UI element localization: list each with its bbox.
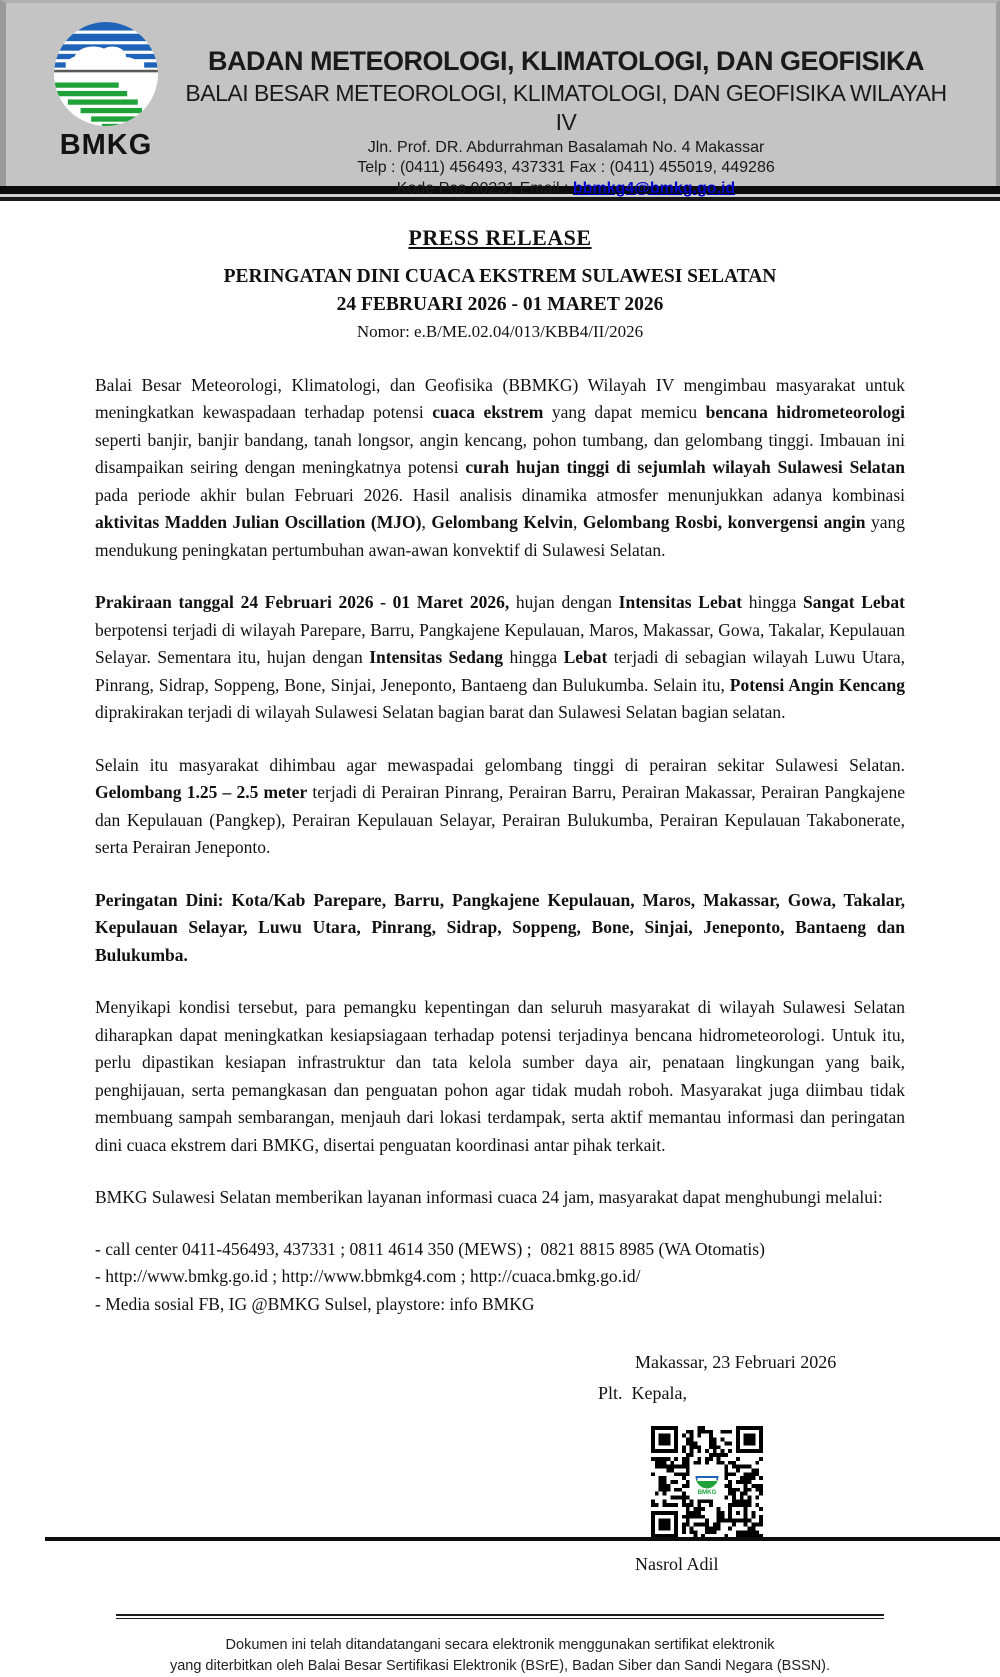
footer-note-line2: yang diterbitkan oleh Balai Besar Sertifikasi Elektronik (BSrE), Badan Siber dan Sandi Negara (BSSN). (169, 1657, 831, 1674)
bmkg-logo-text: BMKG (59, 129, 153, 161)
document-body (0, 372, 1000, 1677)
footer-divider-line (116, 1614, 884, 1619)
office-name: BALAI BESAR METEOROLOGI, KLIMATOLOGI, DAN GEOFISIKA WILAYAH IV (185, 80, 947, 136)
body-paragraphs (95, 372, 905, 1160)
body-paragraph: Balai Besar Meteorologi, Klimatologi, dan Geofisika (BBMKG) Wilayah IV mengimbau masyarakat untuk meningkatkan kewaspadaan terhadap potensi cuaca ekstrem yang dapat memicu bencana hidrometeorologi seperti banjir, banjir bandang, tanah longsor, angin kencang, pohon tumbang, dan gelombang tinggi. Imbauan ini disampaikan seiring dengan meningkatnya potensi curah hujan tinggi di sejumlah wilayah Sulawesi Selatan pada periode akhir bulan Februari 2026. Hasil analisis dinamika atmosfer menunjukkan adanya kombinasi aktivitas Madden Julian Oscillation (MJO), Gelombang Kelvin, Gelombang Rosbi, konvergensi angin yang mendukung peningkatan pertumbuhan awan-awan konvektif di Sulawesi Selatan. (95, 374, 906, 560)
signature-role: Plt. Kepala, (598, 1383, 687, 1404)
letterhead (0, 0, 1000, 197)
signature-place-date: Makassar, 23 Februari 2026 (635, 1352, 837, 1373)
warning-period: 24 FEBRUARI 2026 - 01 MARET 2026 (336, 294, 664, 316)
postal-email-line (176, 179, 956, 199)
body-paragraph: Selain itu masyarakat dihimbau agar mewaspadai gelombang tinggi di perairan sekitar Sulawesi Selatan. Gelombang 1.25 – 2.5 meter terjadi di Perairan Pinrang, Perairan Barru, Perairan Makassar, Perairan Pangkajene dan Kepulauan (Pangkep), Perairan Kepulauan Selayar, Perairan Bulukumba, Perairan Kepulauan Takabonerate, serta Perairan Jeneponto. (95, 754, 906, 858)
body-paragraph: Peringatan Dini: Kota/Kab Parepare, Barru, Pangkajene Kepulauan, Maros, Makassar, Gowa, Takalar, Kepulauan Selayar, Luwu Utara, Pinrang, Sidrap, Soppeng, Bone, Sinjai, Jeneponto, Bantaeng dan Bulukumba. (95, 889, 905, 965)
bmkg-logo (46, 21, 166, 162)
body-paragraph: Menyikapi kondisi tersebut, para pemangku kepentingan dan seluruh masyarakat di wilayah Sulawesi Selatan diharapkan dapat meningkatkan kesiapsiagaan terhadap potensi terjadinya bencana hidrometeorologi. Untuk itu, perlu dipastikan kesiapan infrastruktur dan tata kelola sumber daya air, penataan lingkungan yang baik, penghijauan, serta pemangkasan dan penguatan pohon agar tidak mudah roboh. Masyarakat juga diimbau tidak membuang sampah sembarangan, menjauh dari lokasi terdampak, serta aktif memantau informasi dan peringatan dini cuaca ekstrem dari BMKG, disertai penguatan koordinasi antar pihak terkait. (95, 997, 905, 1155)
page-bottom-rule (45, 1537, 1000, 1541)
address-line: Jln. Prof. DR. Abdurrahman Basalamah No. 4 Makassar (367, 138, 765, 156)
contact-line: - http://www.bmkg.go.id ; http://www.bbmkg4.com ; http://cuaca.bmkg.go.id/ (95, 1266, 641, 1287)
electronic-signature-note (95, 1635, 905, 1677)
email-link[interactable]: bbmkg4@bmkg.go.id (572, 179, 736, 197)
signatory-name: Nasrol Adil (635, 1554, 719, 1575)
press-release-title: PRESS RELEASE (408, 225, 592, 250)
signature-block (598, 1350, 905, 1578)
contact-lines (95, 1236, 905, 1319)
footer-note-line1: Dokumen ini telah ditandatangani secara elektronik menggunakan sertifikat elektronik (225, 1636, 775, 1653)
contact-line: - call center 0411-456493, 437331 ; 0811 4614 350 (MEWS) ; 0821 8815 8985 (WA Otomatis) (95, 1238, 765, 1259)
warning-subtitle: PERINGATAN DINI CUACA EKSTREM SULAWESI SELATAN (223, 266, 777, 287)
phone-fax-line: Telp : (0411) 456493, 437331 Fax : (0411) 455019, 449286 (357, 159, 775, 177)
bmkg-logo-icon (53, 21, 159, 127)
postal-code-label: Kode Pos 90231 Email : (396, 179, 573, 197)
contact-intro: BMKG Sulawesi Selatan memberikan layanan informasi cuaca 24 jam, masyarakat dapat menghubungi melalui: (95, 1187, 883, 1208)
letterhead-text (176, 45, 956, 198)
document-number: Nomor: e.B/ME.02.04/013/KBB4/II/2026 (356, 321, 644, 341)
svg-text:BMKG: BMKG (697, 1489, 717, 1497)
contact-line: - Media sosial FB, IG @BMKG Sulsel, playstore: info BMKG (95, 1293, 535, 1314)
org-name: BADAN METEOROLOGI, KLIMATOLOGI, DAN GEOFISIKA (208, 46, 924, 76)
signature-qr-code (648, 1426, 766, 1538)
body-paragraph: Prakiraan tanggal 24 Februari 2026 - 01 Maret 2026, hujan dengan Intensitas Lebat hingga Sangat Lebat berpotensi terjadi di wilayah Parepare, Barru, Pangkajene Kepulauan, Maros, Makassar, Gowa, Takalar, Kepulauan Selayar. Sementara itu, hujan dengan Intensitas Sedang hingga Lebat terjadi di sebagian wilayah Luwu Utara, Pinrang, Sidrap, Soppeng, Bone, Sinjai, Jeneponto, Bantaeng dan Bulukumba. Selain itu, Potensi Angin Kencang diprakirakan terjadi di wilayah Sulawesi Selatan bagian barat dan Sulawesi Selatan bagian selatan. (95, 592, 905, 723)
title-block (0, 225, 1000, 342)
document-footer (95, 1614, 905, 1677)
